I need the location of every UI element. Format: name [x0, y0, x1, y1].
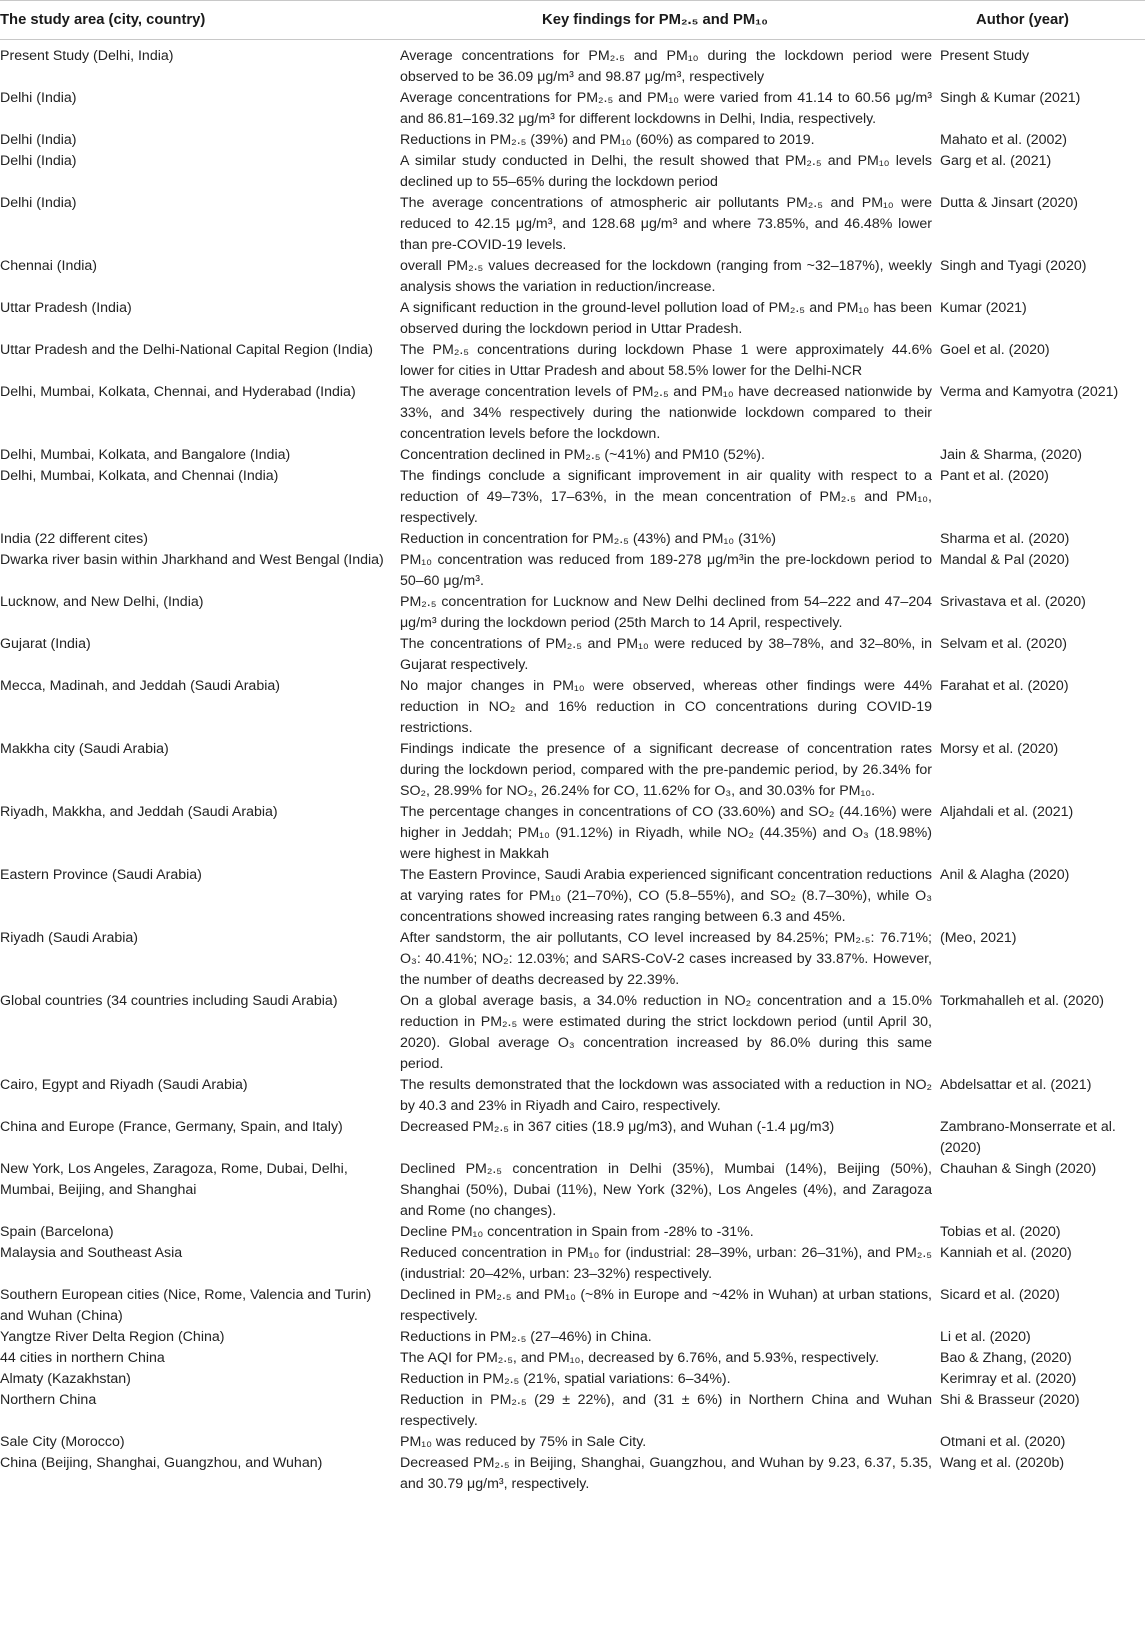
author-year-cell: Zambrano-Monserrate et al. (2020) [940, 1119, 1116, 1156]
study-area-cell: Riyadh (Saudi Arabia) [0, 930, 139, 946]
table-row [0, 1243, 1145, 1285]
study-area-cell: Delhi, Mumbai, Kolkata, and Bangalore (India) [0, 447, 291, 463]
key-findings-cell: The average concentration levels of PM₂.₅ and PM₁₀ have decreased nationwide by 33%, and 34% respectively during the nationwide lockdown compared to their concentration levels before the lockdown. [400, 384, 932, 442]
key-findings-cell: On a global average basis, a 34.0% reduction in NO₂ concentration and a 15.0% reduction in PM₂.₅ were estimated during the strict lockdown period (until April 30, 2020). Global average O₃ concentration increased by 86.0% during this same period. [400, 993, 932, 1072]
author-year-cell: Sicard et al. (2020) [940, 1287, 1060, 1303]
author-year-cell: Abdelsattar et al. (2021) [940, 1077, 1092, 1093]
key-findings-cell: The PM₂.₅ concentrations during lockdown Phase 1 were approximately 44.6% lower for cities in Uttar Pradesh and about 58.5% lower for the Delhi-NCR [400, 342, 932, 379]
author-year-cell: Garg et al. (2021) [940, 153, 1052, 169]
study-area-cell: India (22 different cites) [0, 531, 148, 547]
author-year-cell: Morsy et al. (2020) [940, 741, 1059, 757]
table-row [0, 1327, 1145, 1348]
author-year-cell: Shi & Brasseur (2020) [940, 1392, 1080, 1408]
table-row [0, 550, 1145, 592]
author-year-cell: Otmani et al. (2020) [940, 1434, 1066, 1450]
author-year-cell: Kumar (2021) [940, 300, 1027, 316]
author-year-cell: Singh and Tyagi (2020) [940, 258, 1087, 274]
key-findings-cell: The percentage changes in concentrations of CO (33.60%) and SO₂ (44.16%) were higher in Jeddah; PM₁₀ (91.12%) in Riyadh, while NO₂ (44.35%) and O₃ (18.98%) were highest in Makkah [400, 804, 932, 862]
author-year-cell: Anil & Alagha (2020) [940, 867, 1070, 883]
key-findings-cell: No major changes in PM₁₀ were observed, whereas other findings were 44% reduction in NO₂ and 16% reduction in CO concentrations during COVID-19 restrictions. [400, 678, 932, 736]
author-year-cell: Goel et al. (2020) [940, 342, 1050, 358]
study-area-cell: Uttar Pradesh (India) [0, 300, 132, 316]
author-year-cell: Chauhan & Singh (2020) [940, 1161, 1097, 1177]
key-findings-cell: The concentrations of PM₂.₅ and PM₁₀ were reduced by 38–78%, and 32–80%, in Gujarat respectively. [400, 636, 932, 673]
author-year-cell: Singh & Kumar (2021) [940, 90, 1081, 106]
key-findings-cell: Reductions in PM₂.₅ (39%) and PM₁₀ (60%) as compared to 2019. [400, 132, 815, 148]
author-year-cell: Bao & Zhang, (2020) [940, 1350, 1072, 1366]
table-row [0, 739, 1145, 802]
author-year-cell: Tobias et al. (2020) [940, 1224, 1061, 1240]
table-header [0, 0, 1145, 40]
study-area-cell: Malaysia and Southeast Asia [0, 1245, 183, 1261]
author-year-cell: Li et al. (2020) [940, 1329, 1031, 1345]
header-author-year: Author (year) [976, 11, 1069, 28]
table-row [0, 529, 1145, 550]
key-findings-cell: The findings conclude a significant improvement in air quality with respect to a reduction of 49–73%, 17–63%, in the mean concentration of PM₂.₅ and PM₁₀, respectively. [400, 468, 932, 526]
author-year-cell: Present Study [940, 48, 1030, 64]
author-year-cell: Sharma et al. (2020) [940, 531, 1070, 547]
table-row [0, 193, 1145, 256]
study-area-cell: Delhi (India) [0, 132, 77, 148]
key-findings-cell: A similar study conducted in Delhi, the result showed that PM₂.₅ and PM₁₀ levels declined up to 55–65% during the lockdown period [400, 153, 932, 190]
table-row [0, 130, 1145, 151]
study-area-cell: Riyadh, Makkha, and Jeddah (Saudi Arabia) [0, 804, 278, 820]
author-year-cell: Pant et al. (2020) [940, 468, 1049, 484]
author-year-cell: Verma and Kamyotra (2021) [940, 384, 1119, 400]
study-area-cell: China and Europe (France, Germany, Spain, and Italy) [0, 1119, 343, 1135]
table-row [0, 1432, 1145, 1453]
study-area-cell: Global countries (34 countries including Saudi Arabia) [0, 993, 338, 1009]
author-year-cell: Dutta & Jinsart (2020) [940, 195, 1078, 211]
key-findings-cell: PM₁₀ concentration was reduced from 189-278 μg/m³in the pre-lockdown period to 50–60 μg/m³. [400, 552, 932, 589]
study-area-cell: Delhi, Mumbai, Kolkata, Chennai, and Hyderabad (India) [0, 384, 356, 400]
key-findings-cell: Decline PM₁₀ concentration in Spain from -28% to -31%. [400, 1224, 754, 1240]
table-row [0, 340, 1145, 382]
author-year-cell: (Meo, 2021) [940, 930, 1017, 946]
table-row [0, 88, 1145, 130]
table-row [0, 1159, 1145, 1222]
study-area-cell: China (Beijing, Shanghai, Guangzhou, and Wuhan) [0, 1455, 323, 1471]
key-findings-cell: Declined PM₂.₅ concentration in Delhi (35%), Mumbai (14%), Beijing (50%), Shanghai (50%), Dubai (11%), New York (32%), Los Angeles (4%), and Zaragoza and Rome (no changes). [400, 1161, 932, 1219]
study-area-cell: Eastern Province (Saudi Arabia) [0, 867, 202, 883]
key-findings-cell: PM₂.₅ concentration for Lucknow and New Delhi declined from 54–222 and 47–204 μg/m³ during the lockdown period (25th March to 14 April, respectively. [400, 594, 932, 631]
author-year-cell: Torkmahalleh et al. (2020) [940, 993, 1105, 1009]
author-year-cell: Mandal & Pal (2020) [940, 552, 1070, 568]
table-row [0, 1453, 1145, 1495]
key-findings-cell: Findings indicate the presence of a significant decrease of concentration rates during the lockdown period, compared with the pre-pandemic period, by 26.34% for SO₂, 28.99% for NO₂, 26.24% for CO, 11.62% for O₃, and 30.03% for PM₁₀. [400, 741, 932, 799]
table-row [0, 676, 1145, 739]
author-year-cell: Selvam et al. (2020) [940, 636, 1067, 652]
table-row [0, 445, 1145, 466]
study-area-cell: New York, Los Angeles, Zaragoza, Rome, Dubai, Delhi, Mumbai, Beijing, and Shanghai [0, 1161, 348, 1198]
table-body [0, 40, 1145, 1495]
key-findings-cell: The AQI for PM₂.₅, and PM₁₀, decreased by 6.76%, and 5.93%, respectively. [400, 1350, 880, 1366]
author-year-cell: Farahat et al. (2020) [940, 678, 1069, 694]
table-row [0, 1075, 1145, 1117]
study-area-cell: Uttar Pradesh and the Delhi-National Capital Region (India) [0, 342, 374, 358]
key-findings-cell: Declined in PM₂.₅ and PM₁₀ (~8% in Europe and ~42% in Wuhan) at urban stations, respectively. [400, 1287, 932, 1324]
table-row [0, 634, 1145, 676]
author-year-cell: Kanniah et al. (2020) [940, 1245, 1072, 1261]
study-area-cell: Dwarka river basin within Jharkhand and West Bengal (India) [0, 552, 384, 568]
author-year-cell: Wang et al. (2020b) [940, 1455, 1065, 1471]
table-row [0, 802, 1145, 865]
key-findings-cell: The results demonstrated that the lockdown was associated with a reduction in NO₂ by 40.3 and 23% in Riyadh and Cairo, respectively. [400, 1077, 932, 1114]
key-findings-cell: Reduction in PM₂.₅ (29 ± 22%), and (31 ± 6%) in Northern China and Wuhan respectively. [400, 1392, 932, 1429]
table-row [0, 592, 1145, 634]
header-key-findings: Key findings for PM₂.₅ and PM₁₀ [542, 11, 768, 28]
key-findings-cell: Decreased PM₂.₅ in 367 cities (18.9 μg/m3), and Wuhan (-1.4 μg/m3) [400, 1119, 835, 1135]
key-findings-cell: Decreased PM₂.₅ in Beijing, Shanghai, Guangzhou, and Wuhan by 9.23, 6.37, 5.35, and 30.79 μg/m³, respectively. [400, 1455, 932, 1492]
key-findings-cell: PM₁₀ was reduced by 75% in Sale City. [400, 1434, 647, 1450]
key-findings-cell: A significant reduction in the ground-level pollution load of PM₂.₅ and PM₁₀ has been observed during the lockdown period in Uttar Pradesh. [400, 300, 932, 337]
key-findings-cell: Average concentrations for PM₂.₅ and PM₁₀ were varied from 41.14 to 60.56 μg/m³ and 86.81–169.32 μg/m³ for different lockdowns in Delhi, India, respectively. [400, 90, 932, 127]
study-area-cell: Mecca, Madinah, and Jeddah (Saudi Arabia) [0, 678, 280, 694]
table-row [0, 865, 1145, 928]
study-area-cell: Delhi (India) [0, 153, 77, 169]
table-row [0, 151, 1145, 193]
author-year-cell: Jain & Sharma, (2020) [940, 447, 1082, 463]
key-findings-cell: Concentration declined in PM₂.₅ (~41%) and PM10 (52%). [400, 447, 765, 463]
table-row [0, 1285, 1145, 1327]
study-area-cell: Lucknow, and New Delhi, (India) [0, 594, 204, 610]
key-findings-cell: After sandstorm, the air pollutants, CO level increased by 84.25%; PM₂.₅: 76.71%; O₃: 40.41%; NO₂: 12.03%; and SARS-CoV-2 cases increased by 33.87%. However, the number of deaths decreased by 22.39%. [400, 930, 932, 988]
key-findings-cell: The Eastern Province, Saudi Arabia experienced significant concentration reductions at varying rates for PM₁₀ (21–70%), CO (5.8–55%), and SO₂ (8.7–30%), while O₃ concentrations showed increasing rates ranging between 6.3 and 45%. [400, 867, 932, 925]
study-area-cell: Present Study (Delhi, India) [0, 48, 174, 64]
table-row [0, 382, 1145, 445]
author-year-cell: Srivastava et al. (2020) [940, 594, 1086, 610]
author-year-cell: Aljahdali et al. (2021) [940, 804, 1074, 820]
study-area-cell: Makkha city (Saudi Arabia) [0, 741, 169, 757]
study-area-cell: Cairo, Egypt and Riyadh (Saudi Arabia) [0, 1077, 248, 1093]
key-findings-cell: Reductions in PM₂.₅ (27–46%) in China. [400, 1329, 652, 1345]
study-area-cell: Delhi, Mumbai, Kolkata, and Chennai (India) [0, 468, 279, 484]
study-area-cell: Gujarat (India) [0, 636, 91, 652]
key-findings-cell: Reduction in PM₂.₅ (21%, spatial variations: 6–34%). [400, 1371, 731, 1387]
table-row [0, 928, 1145, 991]
author-year-cell: Mahato et al. (2002) [940, 132, 1067, 148]
key-findings-cell: Average concentrations for PM₂.₅ and PM₁₀ during the lockdown period were observed to be 36.09 μg/m³ and 98.87 μg/m³, respectively [400, 48, 932, 85]
table-row [0, 1348, 1145, 1369]
study-area-cell: Northern China [0, 1392, 97, 1408]
table-row [0, 256, 1145, 298]
study-area-cell: Delhi (India) [0, 195, 77, 211]
key-findings-cell: The average concentrations of atmospheric air pollutants PM₂.₅ and PM₁₀ were reduced to 42.15 μg/m³, and 128.68 μg/m³ and where 73.85%, and 46.48% lower than pre-COVID-19 levels. [400, 195, 932, 253]
table-row [0, 991, 1145, 1075]
study-area-cell: Spain (Barcelona) [0, 1224, 114, 1240]
study-area-cell: Chennai (India) [0, 258, 98, 274]
table-row [0, 1222, 1145, 1243]
header-study-area: The study area (city, country) [0, 11, 206, 28]
key-findings-cell: Reduced concentration in PM₁₀ for (industrial: 28–39%, urban: 26–31%), and PM₂.₅ (industrial: 20–42%, urban: 23–32%) respectively. [400, 1245, 932, 1282]
table-row [0, 1117, 1145, 1159]
table-row [0, 298, 1145, 340]
study-area-cell: Sale City (Morocco) [0, 1434, 125, 1450]
study-area-cell: 44 cities in northern China [0, 1350, 165, 1366]
table-row [0, 466, 1145, 529]
key-findings-cell: Reduction in concentration for PM₂.₅ (43%) and PM₁₀ (31%) [400, 531, 776, 547]
table-row [0, 1369, 1145, 1390]
study-area-cell: Delhi (India) [0, 90, 77, 106]
author-year-cell: Kerimray et al. (2020) [940, 1371, 1077, 1387]
key-findings-cell: overall PM₂.₅ values decreased for the lockdown (ranging from ~32–187%), weekly analysis shows the variation in reduction/increase. [400, 258, 932, 295]
table-row [0, 1390, 1145, 1432]
table-row [0, 46, 1145, 88]
study-area-cell: Yangtze River Delta Region (China) [0, 1329, 225, 1345]
study-area-cell: Southern European cities (Nice, Rome, Valencia and Turin) and Wuhan (China) [0, 1287, 372, 1324]
study-area-cell: Almaty (Kazakhstan) [0, 1371, 131, 1387]
